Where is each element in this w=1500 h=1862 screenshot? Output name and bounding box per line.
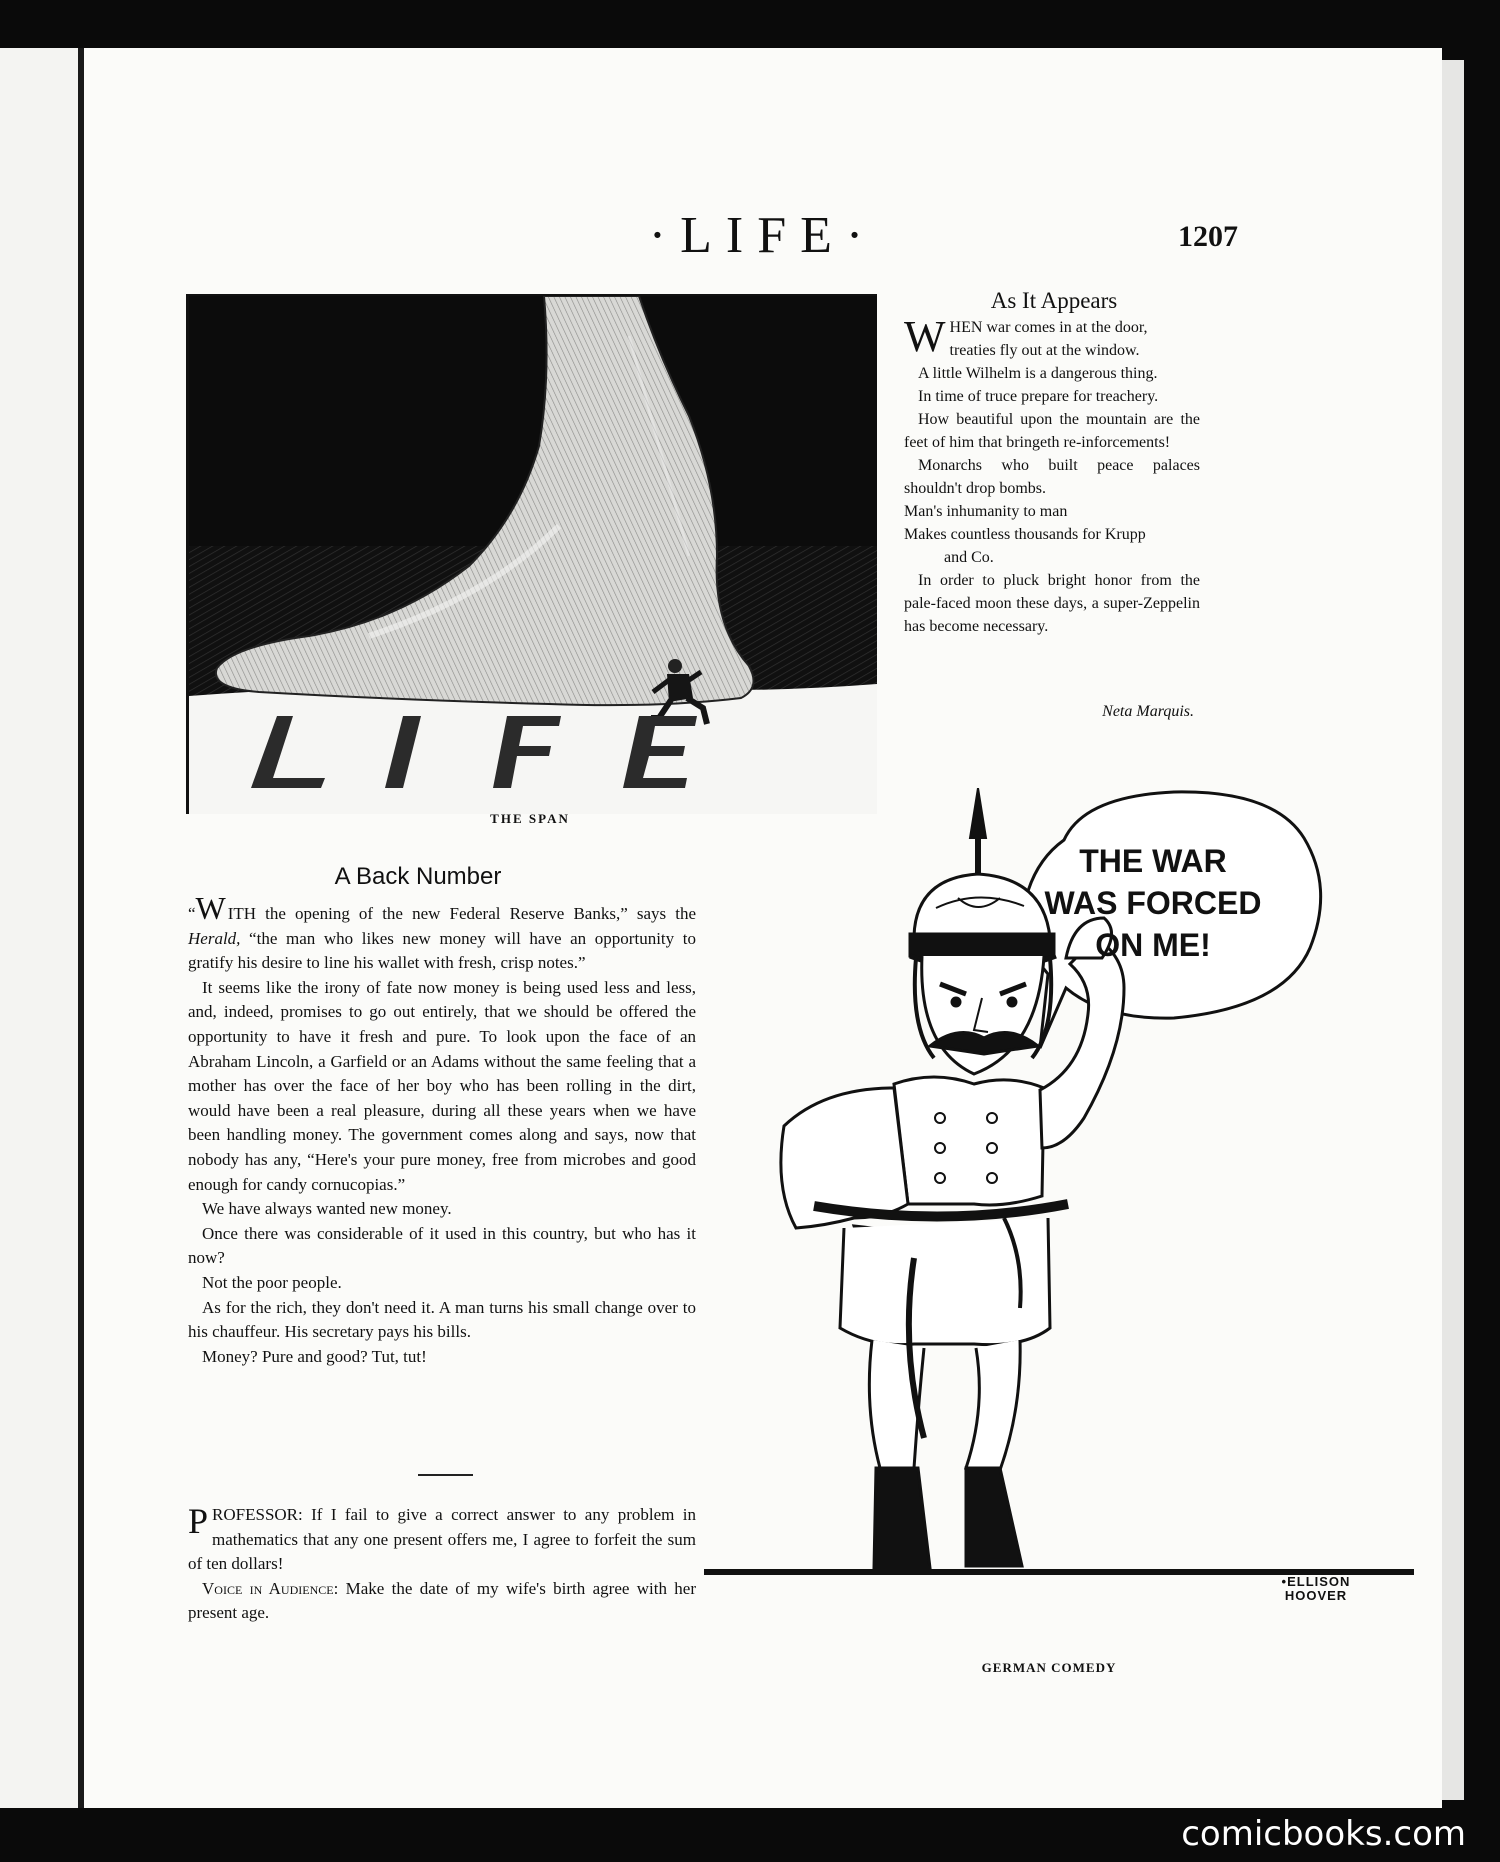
- cartoon-caption: GERMAN COMEDY: [981, 1660, 1117, 1675]
- joke-line: : Make the date of my wife's birth agree with her present age.: [188, 1578, 696, 1623]
- herald-italic: Herald,: [188, 928, 241, 948]
- dropcap-p: P: [188, 1501, 209, 1541]
- facing-page-edge: [0, 48, 78, 1808]
- article-text: ITH the opening of the new Federal Reserve Banks,” says the: [227, 904, 696, 923]
- joke-line: : If I fail to give a correct answer to any problem in mathematics that any one present offers me, I agree to forfeit the sum of ten dollars!: [188, 1505, 696, 1574]
- speech-line: WAS FORCED: [1044, 885, 1262, 921]
- open-quote: “: [188, 904, 196, 923]
- article-paragraph: We have always wanted new money.: [202, 1199, 452, 1219]
- article-paragraph: Not the poor people.: [202, 1272, 342, 1292]
- speech-bubble-text: [1018, 840, 1288, 966]
- span-caption: THE SPAN: [490, 811, 570, 826]
- article-paragraph: As for the rich, they don't need it. A man turns his small change over to his chauffeur. His secretary pays his bills.: [188, 1297, 696, 1342]
- back-number-article: [188, 890, 696, 1369]
- dropcap-w: W: [195, 890, 226, 926]
- dropcap-w: W: [904, 312, 946, 361]
- poem-author: Neta Marquis.: [1102, 703, 1194, 720]
- professor-joke: [188, 1503, 696, 1626]
- as-it-appears-title: As It Appears: [990, 288, 1118, 313]
- speech-line: ON ME!: [1095, 927, 1211, 963]
- poem-line: A little Wilhelm is a dangerous thing.: [918, 365, 1158, 382]
- poem-line: and Co.: [944, 549, 994, 566]
- as-it-appears-poem: [904, 312, 1200, 638]
- magazine-page: [84, 48, 1442, 1808]
- poem-line: Man's inhumanity to man: [904, 503, 1068, 520]
- poem-line: How beautiful upon the mountain are the feet of him that bringeth re-inforcements!: [904, 411, 1200, 451]
- poem-line: In order to pluck bright honor from the pale-faced moon these days, a super-Zeppelin has become necessary.: [904, 572, 1200, 635]
- article-paragraph: Once there was considerable of it used in this country, but who has it now?: [188, 1223, 696, 1268]
- speaker-professor: ROFESSOR: [212, 1505, 299, 1524]
- poem-line: treaties fly out at the window.: [949, 342, 1140, 359]
- page-number: 1207: [1178, 220, 1238, 253]
- signature-line: •ELLISON: [1281, 1574, 1351, 1589]
- signature-line: HOOVER: [1284, 1588, 1348, 1603]
- page-edge-right: [1442, 60, 1464, 1800]
- article-paragraph: Money? Pure and good? Tut, tut!: [202, 1346, 427, 1366]
- giant-foot-drawing: [189, 296, 877, 814]
- span-illustration: [186, 294, 877, 814]
- article-paragraph: It seems like the irony of fate now money is being used less and less, and, indeed, promises to go out entirely, that we should be offered the opportunity to have it fresh and pure. To look upon the face of an Abraham Lincoln, a Garfield or an Adams without the same feeling that a mother has over the face of her boy who has been rolling in the dirt, would have been a real pleasure, during all these years when we have been handling money. The government comes along and says, now that nobody has any, “Here's your pure money, free from microbes and good enough for candy cornucopias.”: [188, 977, 696, 1194]
- watermark: comicbooks.com: [1181, 1814, 1466, 1854]
- section-divider: [418, 1474, 473, 1476]
- poem-line: Makes countless thousands for Krupp: [904, 526, 1146, 543]
- speech-line: THE WAR: [1079, 843, 1227, 879]
- back-number-title: A Back Number: [334, 863, 502, 890]
- poem-line: Monarchs who built peace palaces shouldn't drop bombs.: [904, 457, 1200, 497]
- poem-line: In time of truce prepare for treachery.: [918, 388, 1159, 405]
- poem-line: HEN war comes in at the door,: [949, 319, 1148, 336]
- masthead: ·LIFE·: [648, 207, 878, 264]
- article-text: “the man who likes new money will have an opportunity to gratify his desire to line his wallet with fresh, crisp notes.”: [188, 928, 696, 973]
- speaker-voice: Voice in Audience: [202, 1578, 334, 1598]
- artist-signature: [1256, 1575, 1376, 1603]
